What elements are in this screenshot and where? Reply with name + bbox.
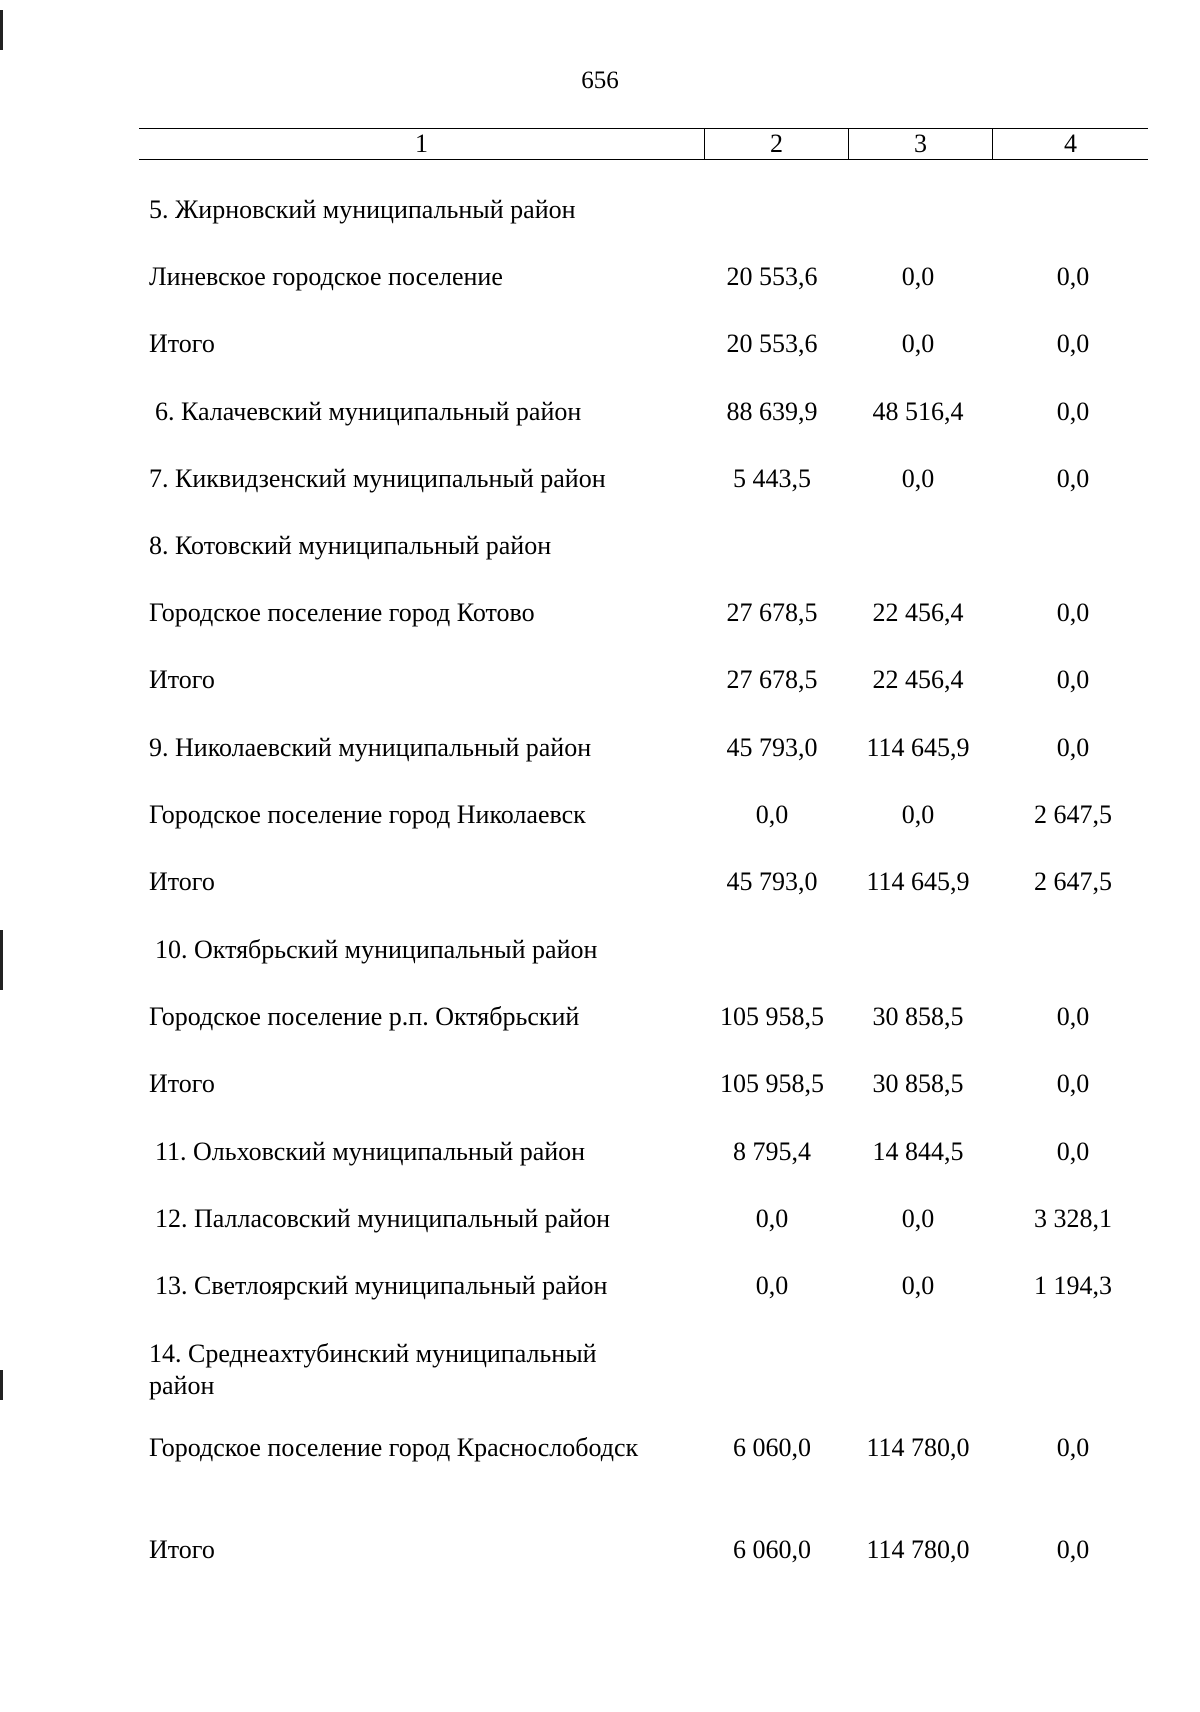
column-header-4: 4	[992, 129, 1148, 159]
table-row	[0, 597, 1200, 629]
row-value-col4: 0,0	[1056, 1069, 1090, 1098]
row-value-col2: 27 678,5	[726, 598, 818, 627]
row-value-col2: 6 060,0	[733, 1433, 811, 1462]
row-name: 5. Жирновский муниципальный район	[149, 195, 576, 224]
table-row	[0, 934, 1200, 966]
row-value-col2: 0,0	[755, 1271, 789, 1300]
row-value-col3: 30 858,5	[872, 1002, 964, 1031]
row-value-col4: 0,0	[1056, 1137, 1090, 1166]
row-name: 7. Киквидзенский муниципальный район	[149, 464, 606, 493]
row-value-col2: 20 553,6	[726, 262, 818, 291]
row-value-col3: 114 645,9	[866, 733, 970, 762]
row-value-col4: 3 328,1	[1034, 1204, 1112, 1233]
scan-edge-mark	[0, 10, 3, 50]
table-row	[0, 261, 1200, 293]
table-row	[0, 1203, 1200, 1235]
row-value-col3: 48 516,4	[872, 397, 964, 426]
row-value-col3: 22 456,4	[872, 598, 964, 627]
scan-edge-mark	[0, 1370, 3, 1400]
row-value-col2: 0,0	[755, 1204, 789, 1233]
row-value-col2: 20 553,6	[726, 329, 818, 358]
row-name: 9. Николаевский муниципальный район	[149, 733, 592, 762]
row-name: Городское поселение р.п. Октябрьский	[149, 1002, 580, 1031]
row-value-col2: 88 639,9	[726, 397, 818, 426]
table-row	[0, 328, 1200, 360]
row-value-col3: 0,0	[901, 329, 935, 358]
row-value-col4: 0,0	[1056, 329, 1090, 358]
row-value-col2: 0,0	[755, 800, 789, 829]
row-value-col3: 114 780,0	[866, 1433, 970, 1462]
row-name: Итого	[149, 1535, 215, 1564]
row-name: Линевское городское поселение	[149, 262, 503, 291]
row-value-col3: 22 456,4	[872, 665, 964, 694]
row-value-col4: 0,0	[1056, 397, 1090, 426]
row-value-col3: 14 844,5	[872, 1137, 964, 1166]
column-header-2: 2	[704, 129, 848, 159]
table-row	[0, 530, 1200, 562]
column-header-3: 3	[848, 129, 992, 159]
table-row	[0, 1270, 1200, 1302]
row-value-col3: 0,0	[901, 1204, 935, 1233]
table-row	[0, 799, 1200, 831]
row-value-col4: 1 194,3	[1034, 1271, 1112, 1300]
page-number: 656	[581, 67, 619, 94]
row-name: 10. Октябрьский муниципальный район	[155, 935, 598, 964]
row-name: 13. Светлоярский муниципальный район	[155, 1271, 608, 1300]
table-row	[0, 1432, 1200, 1464]
table-row	[0, 1068, 1200, 1100]
row-value-col2: 45 793,0	[726, 867, 818, 896]
table-row	[0, 1136, 1200, 1168]
row-value-col2: 27 678,5	[726, 665, 818, 694]
table-row	[0, 1001, 1200, 1033]
row-value-col4: 0,0	[1056, 1535, 1090, 1564]
row-name: Городское поселение город Котово	[149, 598, 535, 627]
row-name: Городское поселение город Краснослободск	[149, 1433, 639, 1462]
row-value-col2: 8 795,4	[733, 1137, 811, 1166]
row-value-col3: 114 780,0	[866, 1535, 970, 1564]
row-value-col4: 2 647,5	[1034, 867, 1112, 896]
row-value-col4: 0,0	[1056, 464, 1090, 493]
row-value-col2: 105 958,5	[720, 1069, 824, 1098]
row-value-col4: 0,0	[1056, 665, 1090, 694]
table-row	[0, 1534, 1200, 1566]
table-row	[0, 463, 1200, 495]
scan-edge-mark	[0, 930, 3, 990]
row-name: Итого	[149, 867, 215, 896]
row-value-col2: 6 060,0	[733, 1535, 811, 1564]
row-value-col3: 0,0	[901, 464, 935, 493]
row-value-col2: 45 793,0	[726, 733, 818, 762]
row-value-col2: 105 958,5	[720, 1002, 824, 1031]
row-name: Городское поселение город Николаевск	[149, 800, 586, 829]
row-value-col3: 0,0	[901, 1271, 935, 1300]
row-name: 12. Палласовский муниципальный район	[155, 1204, 610, 1233]
table-row	[0, 1338, 1200, 1402]
row-name: 6. Калачевский муниципальный район	[155, 397, 582, 426]
row-name: 14. Среднеахтубинский муниципальный район	[149, 1339, 597, 1400]
row-value-col4: 0,0	[1056, 598, 1090, 627]
row-value-col3: 0,0	[901, 800, 935, 829]
table-row	[0, 866, 1200, 898]
table-row	[0, 732, 1200, 764]
column-header-1: 1	[415, 129, 428, 158]
row-name: 8. Котовский муниципальный район	[149, 531, 552, 560]
row-value-col4: 0,0	[1056, 262, 1090, 291]
row-value-col3: 0,0	[901, 262, 935, 291]
row-value-col4: 0,0	[1056, 733, 1090, 762]
row-value-col4: 2 647,5	[1034, 800, 1112, 829]
table-row	[0, 194, 1200, 226]
row-name: Итого	[149, 329, 215, 358]
row-value-col3: 114 645,9	[866, 867, 970, 896]
row-value-col4: 0,0	[1056, 1433, 1090, 1462]
row-name: Итого	[149, 665, 215, 694]
row-name: 11. Ольховский муниципальный район	[155, 1137, 586, 1166]
table-row	[0, 396, 1200, 428]
table-row	[0, 664, 1200, 696]
row-value-col2: 5 443,5	[733, 464, 811, 493]
row-name: Итого	[149, 1069, 215, 1098]
row-value-col4: 0,0	[1056, 1002, 1090, 1031]
row-value-col3: 30 858,5	[872, 1069, 964, 1098]
